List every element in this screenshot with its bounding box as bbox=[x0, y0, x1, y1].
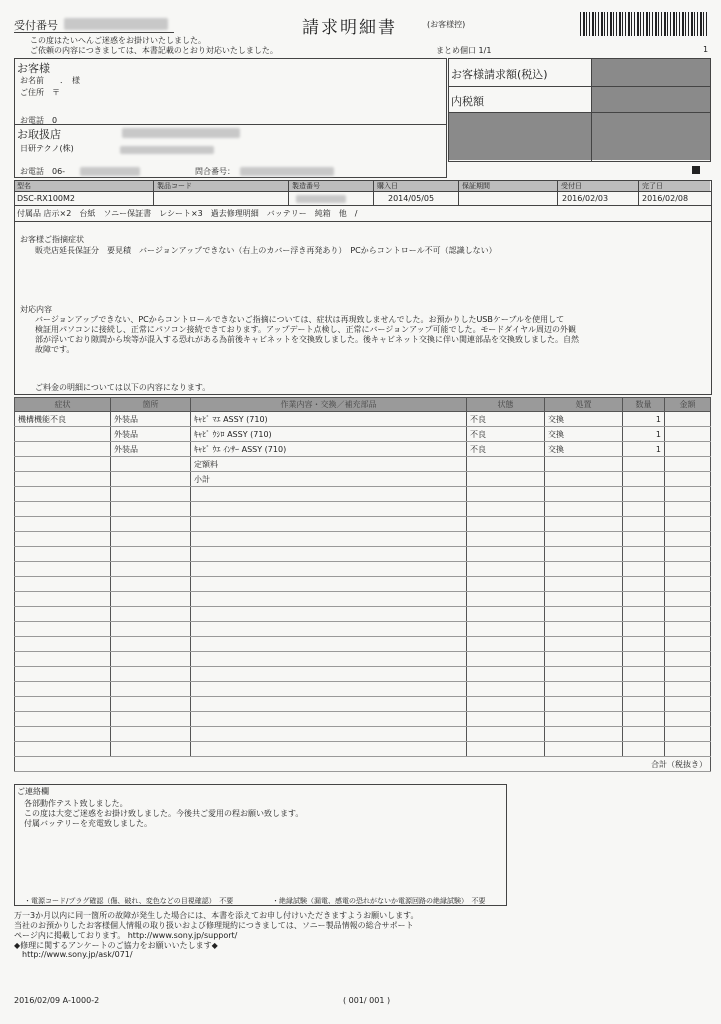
cell-amount bbox=[665, 697, 711, 712]
cell-amount bbox=[665, 607, 711, 622]
fee-note: ご料金の明細については以下の内容になります。 bbox=[35, 383, 211, 392]
cell-symptom bbox=[15, 637, 111, 652]
header-warranty: 保証期間 bbox=[462, 182, 490, 190]
cell-symptom bbox=[15, 457, 111, 472]
accessories: 付属品 店示×2 台紙 ソニー保証書 レシート×3 過去修理明細 バッテリー 純箱 他 / bbox=[17, 209, 358, 218]
cell-work bbox=[191, 697, 467, 712]
table-row bbox=[15, 712, 711, 727]
cell-location bbox=[111, 532, 191, 547]
header-model: 型名 bbox=[17, 182, 31, 190]
cell-symptom bbox=[15, 562, 111, 577]
cell-amount bbox=[665, 442, 711, 457]
dealer-phone-redacted bbox=[80, 167, 140, 176]
cell-state bbox=[467, 562, 545, 577]
cell-work bbox=[191, 652, 467, 667]
contact-line-3: 付属バッテリーを充電致しました。 bbox=[24, 819, 152, 828]
cell-symptom bbox=[15, 652, 111, 667]
header-serial: 製造番号 bbox=[292, 182, 320, 190]
cell-qty: 1 bbox=[623, 427, 665, 442]
total-label: 合計（税抜き） bbox=[15, 757, 711, 772]
cell-state bbox=[467, 712, 545, 727]
cell-state bbox=[467, 532, 545, 547]
cell-location bbox=[111, 487, 191, 502]
cell-qty bbox=[623, 742, 665, 757]
cell-symptom bbox=[15, 502, 111, 517]
cell-action bbox=[545, 502, 623, 517]
cell-amount bbox=[665, 472, 711, 487]
cell-qty bbox=[623, 622, 665, 637]
contact-line-1: 各部動作テスト致しました。 bbox=[24, 799, 128, 808]
cell-location: 外装品 bbox=[111, 442, 191, 457]
cell-amount bbox=[665, 487, 711, 502]
cell-work bbox=[191, 577, 467, 592]
cell-work bbox=[191, 592, 467, 607]
cell-action bbox=[545, 607, 623, 622]
cell-work bbox=[191, 547, 467, 562]
cell-work: 小計 bbox=[191, 472, 467, 487]
batch-label: まとめ個口 1/1 bbox=[436, 46, 492, 55]
customer-name-value: ． 様 bbox=[60, 76, 80, 85]
cell-symptom bbox=[15, 667, 111, 682]
cell-qty: 1 bbox=[623, 442, 665, 457]
table-row bbox=[15, 427, 711, 442]
header-received: 受付日 bbox=[561, 182, 582, 190]
model-value: DSC-RX100M2 bbox=[17, 194, 76, 203]
cell-work bbox=[191, 637, 467, 652]
cell-qty bbox=[623, 697, 665, 712]
cell-work: ｷｬﾋﾞ ｳｴ ｲﾝｻｰ ASSY (710) bbox=[191, 442, 467, 457]
cell-amount bbox=[665, 517, 711, 532]
footer-line-2: 当社のお預かりしたお客様個人情報の取り扱いおよび修理規約につきましては、ソニー製品情報の総合サポート bbox=[14, 921, 414, 930]
cell-location bbox=[111, 562, 191, 577]
response-line-4: 故障です。 bbox=[35, 345, 75, 354]
cell-action bbox=[545, 652, 623, 667]
footer-line-4: ◆修理に関するアンケートのご協力をお願いいたします◆ bbox=[14, 941, 218, 950]
table-row bbox=[15, 532, 711, 547]
cell-amount bbox=[665, 742, 711, 757]
cell-work bbox=[191, 517, 467, 532]
table-row bbox=[15, 562, 711, 577]
contact-line-2: この度は大変ご迷惑をお掛け致しました。今後共ご愛用の程お願い致します。 bbox=[24, 809, 304, 818]
cell-qty bbox=[623, 682, 665, 697]
cell-action bbox=[545, 532, 623, 547]
col-location: 箇所 bbox=[111, 398, 191, 412]
cell-state bbox=[467, 697, 545, 712]
cell-symptom bbox=[15, 727, 111, 742]
cell-action bbox=[545, 457, 623, 472]
cell-work bbox=[191, 682, 467, 697]
cell-amount bbox=[665, 532, 711, 547]
cell-work bbox=[191, 532, 467, 547]
cell-symptom bbox=[15, 697, 111, 712]
cell-amount bbox=[665, 412, 711, 427]
intro-line-2: ご依頼の内容につきましては、本書記載のとおり対応いたしました。 bbox=[30, 46, 278, 55]
received-date-value: 2016/02/03 bbox=[562, 194, 609, 203]
cell-amount bbox=[665, 562, 711, 577]
table-row bbox=[15, 517, 711, 532]
table-row bbox=[15, 742, 711, 757]
col-work: 作業内容・交換／補充部品 bbox=[191, 398, 467, 412]
cell-amount bbox=[665, 637, 711, 652]
col-qty: 数量 bbox=[623, 398, 665, 412]
response-line-3: 部が浮いており隙間から埃等が混入する恐れがある為前後キャビネットを交換致しました。後キャビネット交換に伴い関連部品を交換致しました。自然 bbox=[35, 335, 579, 344]
cell-action bbox=[545, 742, 623, 757]
cell-state bbox=[467, 742, 545, 757]
table-row bbox=[15, 697, 711, 712]
cell-qty bbox=[623, 532, 665, 547]
barcode bbox=[580, 12, 707, 36]
table-row bbox=[15, 442, 711, 457]
billing-total-label: お客様請求額(税込) bbox=[451, 68, 548, 81]
cell-qty bbox=[623, 487, 665, 502]
cell-action bbox=[545, 472, 623, 487]
cell-qty bbox=[623, 652, 665, 667]
cell-state bbox=[467, 607, 545, 622]
col-action: 処置 bbox=[545, 398, 623, 412]
cell-amount bbox=[665, 502, 711, 517]
col-state: 状態 bbox=[467, 398, 545, 412]
cell-qty bbox=[623, 457, 665, 472]
cell-state bbox=[467, 622, 545, 637]
cell-location bbox=[111, 667, 191, 682]
cell-location bbox=[111, 697, 191, 712]
cell-location bbox=[111, 517, 191, 532]
cell-work bbox=[191, 742, 467, 757]
marker-square bbox=[692, 166, 700, 174]
cell-action: 交換 bbox=[545, 427, 623, 442]
cell-qty bbox=[623, 547, 665, 562]
cell-location bbox=[111, 712, 191, 727]
cell-symptom bbox=[15, 547, 111, 562]
cell-action bbox=[545, 562, 623, 577]
cell-qty bbox=[623, 637, 665, 652]
cell-symptom bbox=[15, 622, 111, 637]
inquiry-number-redacted bbox=[240, 167, 334, 176]
page-info: ( 001/ 001 ) bbox=[343, 996, 391, 1005]
cell-location bbox=[111, 607, 191, 622]
inquiry-number-label: 問合番号： bbox=[195, 167, 235, 176]
cell-action bbox=[545, 712, 623, 727]
cell-work bbox=[191, 667, 467, 682]
header-product-code: 製品コード bbox=[157, 182, 192, 190]
cell-work bbox=[191, 502, 467, 517]
completed-date-value: 2016/02/08 bbox=[642, 194, 689, 203]
cell-location bbox=[111, 577, 191, 592]
table-row bbox=[15, 607, 711, 622]
cell-amount bbox=[665, 592, 711, 607]
cell-qty: 1 bbox=[623, 412, 665, 427]
cell-qty bbox=[623, 607, 665, 622]
cell-state bbox=[467, 652, 545, 667]
cell-amount bbox=[665, 667, 711, 682]
cell-state bbox=[467, 667, 545, 682]
cell-state: 不良 bbox=[467, 427, 545, 442]
header-purchase-date: 購入日 bbox=[377, 182, 398, 190]
cell-symptom bbox=[15, 577, 111, 592]
customer-phone-label: お電話 0 bbox=[20, 116, 58, 125]
cell-action: 交換 bbox=[545, 442, 623, 457]
cell-qty bbox=[623, 517, 665, 532]
cell-work bbox=[191, 562, 467, 577]
table-row bbox=[15, 502, 711, 517]
footer-survey-url: http://www.sony.jp/ask/071/ bbox=[22, 950, 133, 959]
table-row bbox=[15, 622, 711, 637]
table-row bbox=[15, 637, 711, 652]
cell-amount bbox=[665, 457, 711, 472]
cell-symptom bbox=[15, 682, 111, 697]
header-completed: 完了日 bbox=[642, 182, 663, 190]
cell-action bbox=[545, 682, 623, 697]
cell-action bbox=[545, 727, 623, 742]
cell-symptom bbox=[15, 712, 111, 727]
dealer-section-label: お取扱店 bbox=[17, 128, 61, 141]
cell-state bbox=[467, 592, 545, 607]
cell-state bbox=[467, 502, 545, 517]
col-symptom: 症状 bbox=[15, 398, 111, 412]
items-table bbox=[14, 397, 711, 772]
contact-label: ご連絡欄 bbox=[17, 787, 49, 796]
dealer-redacted bbox=[122, 128, 240, 138]
cell-state bbox=[467, 637, 545, 652]
cell-qty bbox=[623, 562, 665, 577]
cell-location bbox=[111, 622, 191, 637]
cell-work bbox=[191, 607, 467, 622]
cell-qty bbox=[623, 472, 665, 487]
intro-line-1: この度はたいへんご迷惑をお掛けいたしました。 bbox=[30, 36, 206, 45]
cell-symptom bbox=[15, 427, 111, 442]
table-row bbox=[15, 547, 711, 562]
cell-action: 交換 bbox=[545, 412, 623, 427]
customer-address-label: ご住所 〒 bbox=[20, 88, 60, 97]
cell-action bbox=[545, 487, 623, 502]
cell-location bbox=[111, 652, 191, 667]
cell-action bbox=[545, 547, 623, 562]
cell-symptom bbox=[15, 517, 111, 532]
cell-amount bbox=[665, 577, 711, 592]
table-row bbox=[15, 682, 711, 697]
cell-symptom bbox=[15, 742, 111, 757]
cell-state: 不良 bbox=[467, 412, 545, 427]
billing-amount-shaded bbox=[591, 59, 710, 160]
cell-action bbox=[545, 622, 623, 637]
cell-location: 外装品 bbox=[111, 412, 191, 427]
response-line-1: バージョンアップできない、PCからコントロールできないご指摘については、症状は再現致しませんでした。お預かりしたUSBケーブルを使用して bbox=[35, 315, 565, 324]
cell-location bbox=[111, 742, 191, 757]
table-row bbox=[15, 592, 711, 607]
footer-line-1: 万一3か月以内に同一箇所の故障が発生した場合には、本書を添えてお申し付けいただきますようお願いします。 bbox=[14, 911, 419, 920]
items-header-row bbox=[15, 398, 711, 412]
cell-action bbox=[545, 667, 623, 682]
table-row bbox=[15, 487, 711, 502]
cell-state bbox=[467, 487, 545, 502]
cell-location bbox=[111, 457, 191, 472]
cell-qty bbox=[623, 502, 665, 517]
cell-work: ｷｬﾋﾞ ｳｼﾛ ASSY (710) bbox=[191, 427, 467, 442]
cell-amount bbox=[665, 427, 711, 442]
cell-qty bbox=[623, 667, 665, 682]
cell-state bbox=[467, 682, 545, 697]
page-number: 1 bbox=[703, 45, 709, 54]
cell-qty bbox=[623, 712, 665, 727]
cell-symptom bbox=[15, 442, 111, 457]
cell-amount bbox=[665, 547, 711, 562]
cell-action bbox=[545, 577, 623, 592]
cell-qty bbox=[623, 577, 665, 592]
cell-amount bbox=[665, 652, 711, 667]
cell-action bbox=[545, 697, 623, 712]
cell-symptom bbox=[15, 592, 111, 607]
cell-location bbox=[111, 547, 191, 562]
billing-shaded-lower bbox=[449, 112, 591, 160]
table-row bbox=[15, 652, 711, 667]
cell-location bbox=[111, 502, 191, 517]
dealer-phone-label: お電話 06- bbox=[20, 167, 66, 176]
check-power-cord: ・電源コード/プラグ確認（傷、破れ、変色などの目視確認） 不要 bbox=[24, 897, 234, 905]
cell-state bbox=[467, 457, 545, 472]
cell-symptom: 機構機能不良 bbox=[15, 412, 111, 427]
cell-location bbox=[111, 637, 191, 652]
cell-work bbox=[191, 712, 467, 727]
table-row bbox=[15, 577, 711, 592]
cell-symptom bbox=[15, 487, 111, 502]
cell-action bbox=[545, 592, 623, 607]
table-row bbox=[15, 457, 711, 472]
copy-label: (お客様控) bbox=[427, 20, 466, 29]
customer-name-label: お名前 bbox=[20, 76, 44, 85]
billing-tax-label: 内税額 bbox=[451, 95, 484, 108]
cell-state bbox=[467, 547, 545, 562]
customer-section-label: お客様 bbox=[17, 62, 50, 75]
table-row bbox=[15, 757, 711, 772]
purchase-date-value: 2014/05/05 bbox=[388, 194, 435, 203]
table-row bbox=[15, 667, 711, 682]
cell-symptom bbox=[15, 532, 111, 547]
reception-number-label: 受付番号 bbox=[14, 19, 58, 32]
response-label: 対応内容 bbox=[20, 305, 52, 314]
cell-action bbox=[545, 517, 623, 532]
cell-amount bbox=[665, 682, 711, 697]
cell-state bbox=[467, 727, 545, 742]
symptom-label: お客様ご指摘症状 bbox=[20, 235, 84, 244]
cell-location bbox=[111, 682, 191, 697]
footer-line-3: ページ内に掲載しております。 http://www.sony.jp/support/ bbox=[14, 931, 238, 940]
response-line-2: 検証用パソコンに接続し、正常にパソコン接続できております。アップデート点検し、正常にバージョンアップ可能でした。モードダイヤル周辺の外観 bbox=[35, 325, 577, 334]
cell-state: 不良 bbox=[467, 442, 545, 457]
reception-number-redacted bbox=[64, 18, 168, 30]
cell-work bbox=[191, 727, 467, 742]
symptom-text: 販売店延長保証分 要見積 バージョンアップできない（右上のカバー浮き再発あり） PCからコントロール不可（認識しない） bbox=[35, 246, 497, 255]
cell-symptom bbox=[15, 607, 111, 622]
cell-location bbox=[111, 727, 191, 742]
cell-location: 外装品 bbox=[111, 427, 191, 442]
table-row bbox=[15, 727, 711, 742]
cell-state bbox=[467, 517, 545, 532]
table-row bbox=[15, 412, 711, 427]
cell-amount bbox=[665, 622, 711, 637]
cell-work bbox=[191, 622, 467, 637]
cell-state bbox=[467, 472, 545, 487]
document-title: 請求明細書 bbox=[302, 18, 397, 38]
check-insulation: ・絶縁試験（漏電、感電の恐れがないか電源回路の絶縁試験） 不要 bbox=[272, 897, 486, 905]
cell-qty bbox=[623, 727, 665, 742]
cell-location bbox=[111, 472, 191, 487]
cell-work: ｷｬﾋﾞ ﾏｴ ASSY (710) bbox=[191, 412, 467, 427]
cell-qty bbox=[623, 592, 665, 607]
serial-redacted bbox=[296, 195, 346, 203]
cell-amount bbox=[665, 727, 711, 742]
cell-action bbox=[545, 637, 623, 652]
dealer-name: 日研テクノ(株) bbox=[20, 144, 74, 153]
dealer-address-redacted bbox=[120, 146, 214, 154]
cell-state bbox=[467, 577, 545, 592]
print-info: 2016/02/09 A-1000-2 bbox=[14, 996, 100, 1005]
col-amount: 金額 bbox=[665, 398, 711, 412]
cell-symptom bbox=[15, 472, 111, 487]
cell-work: 定額料 bbox=[191, 457, 467, 472]
cell-work bbox=[191, 487, 467, 502]
cell-amount bbox=[665, 712, 711, 727]
cell-location bbox=[111, 592, 191, 607]
table-row bbox=[15, 472, 711, 487]
